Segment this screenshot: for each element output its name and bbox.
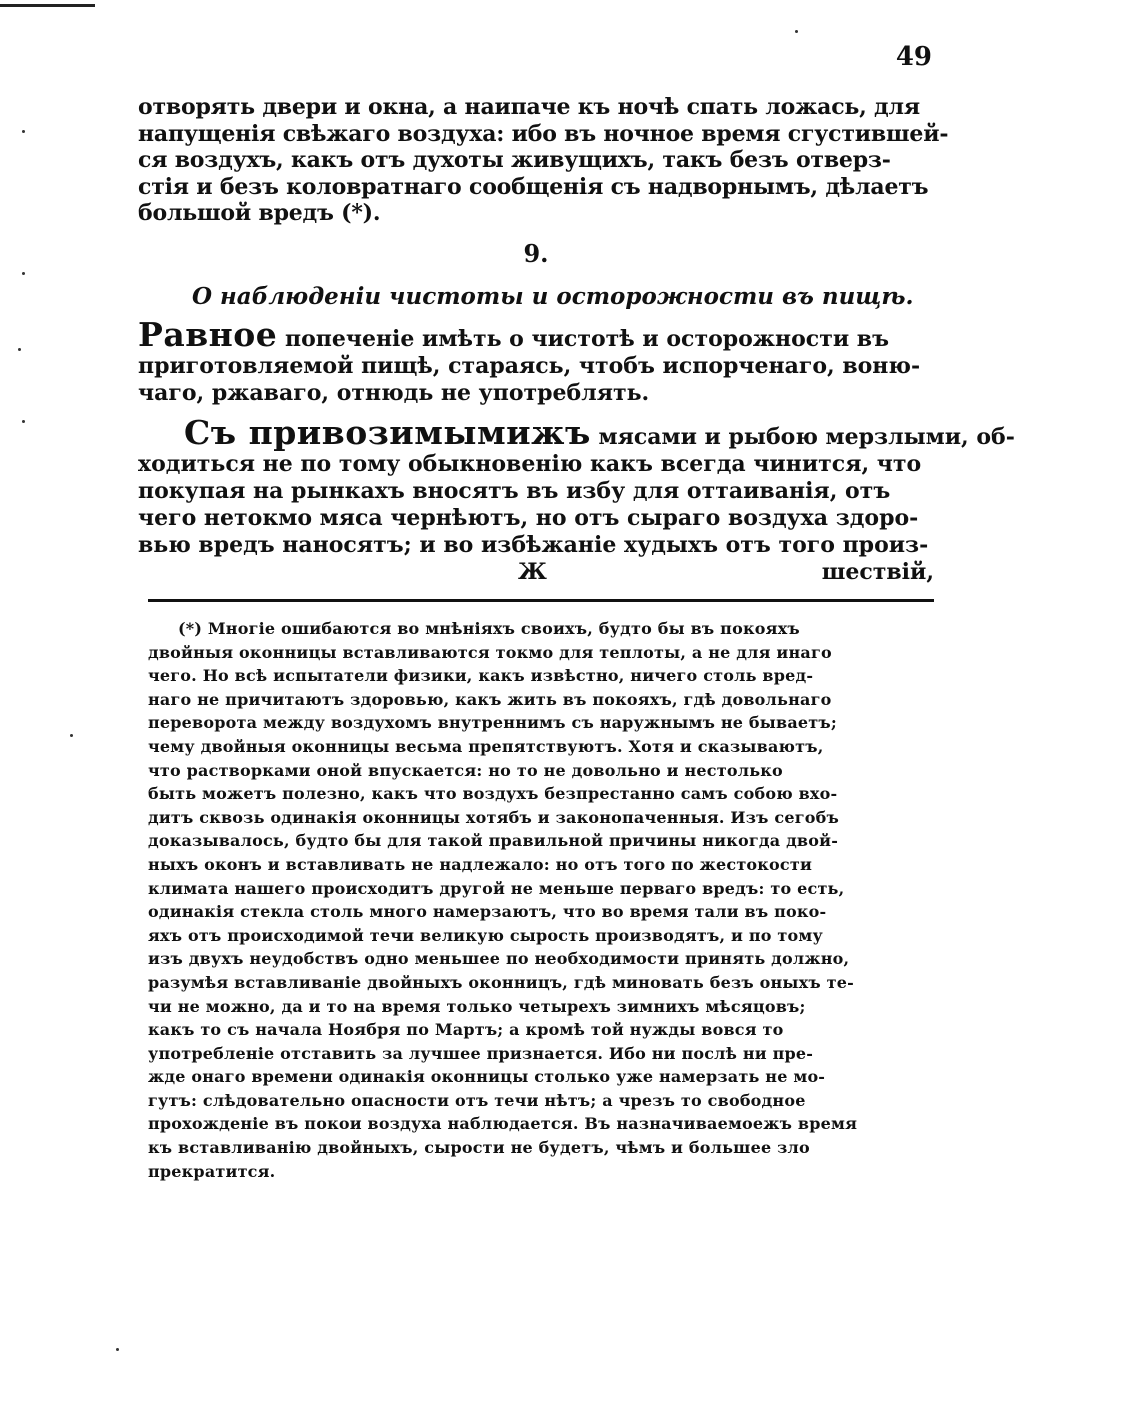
lead-word: Равное (138, 314, 278, 354)
footnote-line: (*) Многіе ошибаются во мнѣніяхъ своихъ, будто бы въ покояхъ (178, 619, 800, 638)
footnote-line: ныхъ оконъ и вставливать не надлежало: но отъ того по жестокости (148, 854, 813, 874)
footnote-line: прохожденіе въ покои воздуха наблюдается. Въ назначиваемоежъ время (148, 1114, 858, 1134)
paragraph-first-line (138, 314, 934, 354)
footnote-line: гутъ: слѣдовательно опасности отъ течи нѣтъ; а чрезъ то свободное (148, 1090, 806, 1110)
text-line: чего нетокмо мяса чернѣютъ, но отъ сыраго воздуха здоро- (138, 504, 919, 531)
paragraph-first-line (138, 412, 1015, 452)
footnote-line: чего. Но всѣ испытатели физики, какъ извѣстно, ничего столь вред- (148, 666, 814, 686)
text-line: напущенія свѣжаго воздуха: ибо въ ночное время сгустившей- (138, 120, 949, 147)
section-number: 9. (523, 238, 549, 268)
footnote-line: какъ то съ начала Ноября по Мартъ; а кромѣ той нужды вовся то (148, 1020, 784, 1040)
text-line: большой вредъ (*). (138, 200, 381, 226)
scan-speck (22, 272, 25, 275)
footnote-line: наго не причитаютъ здоровью, какъ жить въ покояхъ, гдѣ довольнаго (148, 689, 832, 709)
footnote-line: чи не можно, да и то на время только четырехъ зимнихъ мѣсяцовъ; (148, 996, 806, 1016)
footnote-line: доказывалось, будто бы для такой правильной причины никогда двой- (148, 831, 839, 851)
footnote-line: быть можетъ полезно, какъ что воздухъ безпрестанно самъ собою вхо- (148, 784, 838, 804)
text-line: чаго, ржаваго, отнюдь не употреблять. (138, 379, 650, 406)
top-edge-rule (0, 4, 95, 7)
footnote-line: прекратится. (148, 1161, 276, 1181)
first-line-text: попеченіе имѣть о чистотѣ и осторожности въ (284, 325, 889, 352)
footnote-line: одинакія стекла столь много намерзаютъ, что во время тали въ поко- (148, 902, 827, 922)
section-heading: О наблюденіи чистоты и осторожности въ пищѣ. (192, 282, 914, 310)
footnote-line: что растворками оной впускается: но то не довольно и нестолько (148, 760, 783, 780)
text-line: ходиться не по тому обыкновенію какъ всегда чинится, что (138, 450, 922, 477)
catchword-row (138, 559, 934, 586)
footnote-line: изъ двухъ неудобствъ одно меньшее по необходимости принять должно, (148, 949, 850, 969)
footnote-line: переворота между воздухомъ внутреннимъ съ наружнымъ не бываетъ; (148, 713, 837, 733)
footnote-line: яхъ отъ происходимой течи великую сырость производятъ, и по тому (148, 925, 823, 945)
footnote (148, 617, 934, 1183)
footnote-line: жде онаго времени одинакія оконницы столько уже намерзать не мо- (148, 1067, 826, 1087)
signature-mark: Ж (518, 558, 547, 585)
text-line: стія и безъ коловратнаго сообщенія съ надворнымъ, дѣлаетъ (138, 173, 929, 200)
footnote-rule (148, 599, 934, 602)
lead-word: Съ привозимымижъ (184, 412, 591, 452)
footnote-line: разумѣя вставливаніе двойныхъ оконницъ, гдѣ миновать безъ оныхъ те- (148, 972, 854, 992)
catchword: шествій, (821, 558, 934, 585)
text-line: приготовляемой пищѣ, стараясь, чтобъ испорченаго, воню- (138, 352, 921, 379)
scan-speck (22, 420, 25, 423)
footnote-line: дитъ сквозь одинакія оконницы хотябъ и законопаченныя. Изъ сегобъ (148, 807, 839, 827)
footnote-line: климата нашего происходитъ другой не меньше перваго вредъ: то есть, (148, 878, 845, 898)
scan-speck (116, 1348, 119, 1351)
scan-speck (795, 30, 798, 33)
scan-speck (18, 348, 21, 351)
scan-speck (70, 734, 73, 737)
text-line: ся воздухъ, какъ отъ духоты живущихъ, такъ безъ отверз- (138, 147, 891, 173)
main-text (138, 94, 1015, 586)
footnote-line: къ вставливанію двойныхъ, сырости не будетъ, чѣмъ и большее зло (148, 1138, 810, 1158)
text-line: покупая на рынкахъ вносятъ въ избу для оттаиванія, отъ (138, 477, 891, 504)
first-line-text: мясами и рыбою мерзлыми, об- (598, 423, 1015, 450)
footnote-line: двойныя оконницы вставливаются токмо для теплоты, а не для инаго (148, 642, 832, 662)
scan-speck (22, 130, 25, 133)
text-line: отворять двери и окна, а наипаче къ ночѣ спать ложась, для (138, 94, 920, 120)
page-number: 49 (895, 42, 932, 72)
text-line: вью вредъ наносятъ; и во избѣжаніе худыхъ отъ того произ- (138, 531, 929, 558)
footnote-line: употребленіе отставить за лучшее признается. Ибо ни послѣ ни пре- (148, 1043, 814, 1063)
footnote-line: чему двойныя оконницы весьма препятствуютъ. Хотя и сказываютъ, (148, 736, 824, 756)
